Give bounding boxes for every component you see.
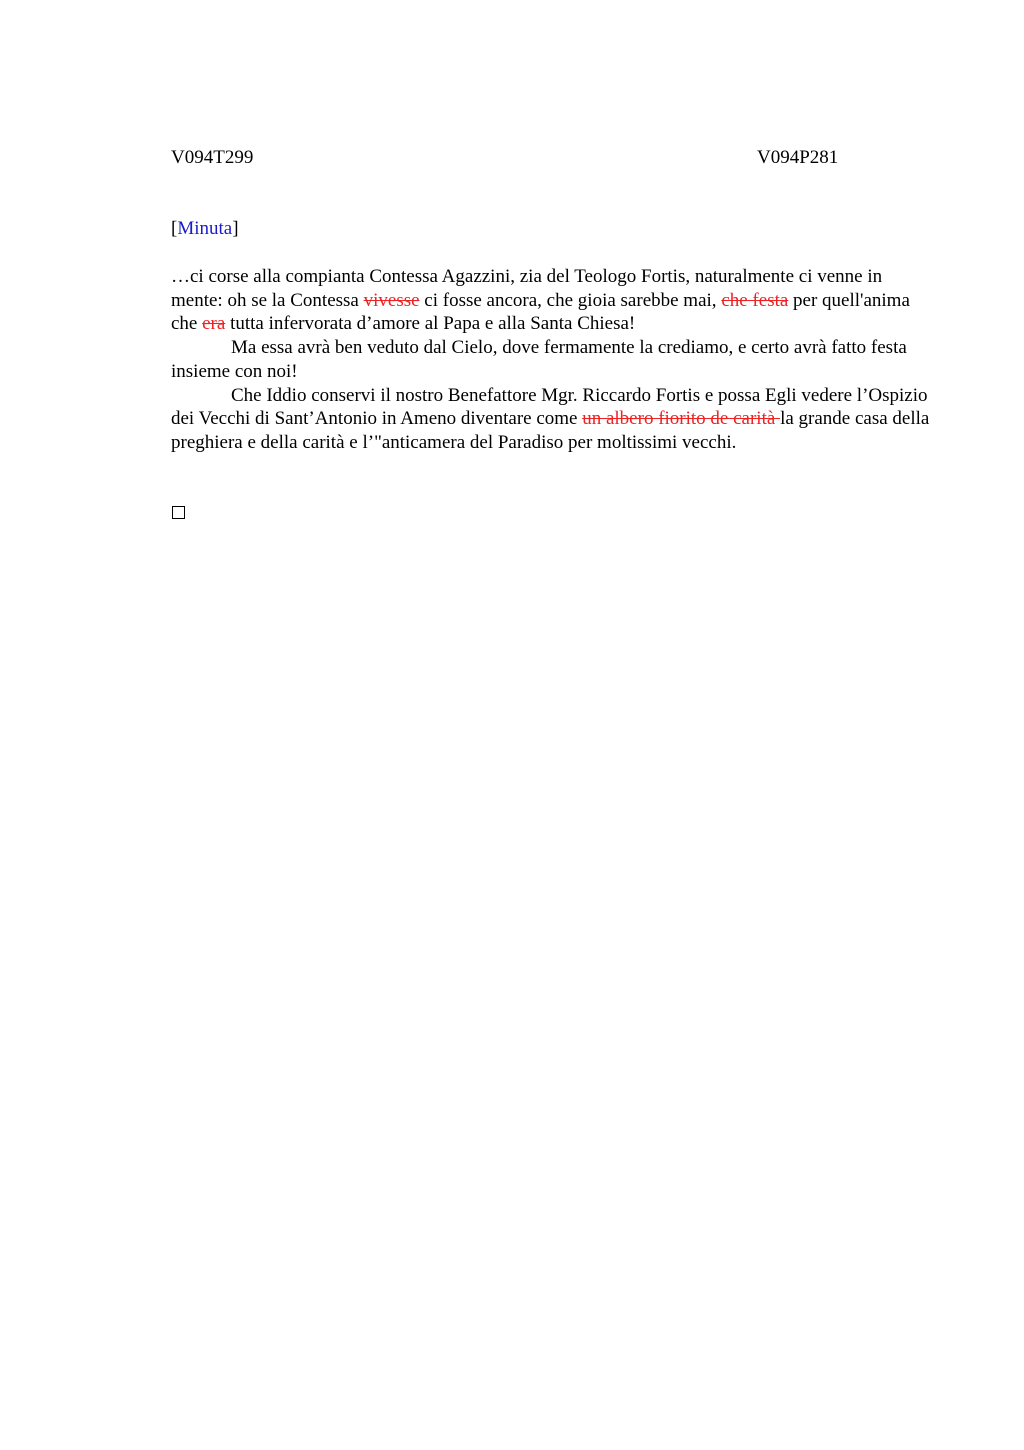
volume-page-ref: V094P281 — [757, 147, 839, 168]
paragraph-3-text-a: Che Iddio conservi il nostro Benefattore Mgr. Riccardo Fortis e possa Egli vedere l’Ospizio dei Vecchi di Sant’Antonio in Ameno diventare come — [171, 384, 928, 430]
volume-text-ref: V094T299 — [171, 147, 254, 168]
paragraph-1-text-a: …ci corse alla compianta Contessa Agazzini, zia del Teologo Fortis, naturalmente ci venne in mente: oh se la Contessa — [171, 266, 883, 311]
paragraph-1-text-b: ci fosse ancora, che gioia sarebbe mai, — [419, 289, 722, 311]
deleted-phrase-albero-fiorito: un albero fiorito de carità — [582, 408, 781, 430]
deleted-word-era: era — [202, 313, 226, 335]
deleted-phrase-che-festa: che festa — [721, 289, 789, 311]
document-type-label — [171, 217, 239, 241]
paragraph-1-text-d: tutta infervorata d’amore al Papa e alla Santa Chiesa! — [225, 313, 636, 335]
deleted-word-vivesse: vivesse — [363, 289, 420, 311]
square-outline-icon — [172, 506, 185, 519]
paragraph-2: Ma essa avrà ben veduto dal Cielo, dove fermamente la crediamo, e certo avrà fatto festa insieme con noi! — [171, 337, 907, 382]
paragraph-3-text-b: la grande casa della preghiera e della carità e l’"anticamera del Paradiso per moltissimi vecchi. — [171, 408, 930, 453]
paragraph-1 — [171, 265, 936, 336]
paragraph-3 — [171, 384, 936, 455]
paragraph-1-text-c: per quell'anima che — [171, 289, 910, 335]
label-close-bracket: ] — [232, 218, 239, 239]
letter-body — [171, 265, 936, 455]
minuta-link[interactable]: Minuta — [177, 218, 233, 239]
label-open-bracket: [ — [171, 218, 178, 239]
